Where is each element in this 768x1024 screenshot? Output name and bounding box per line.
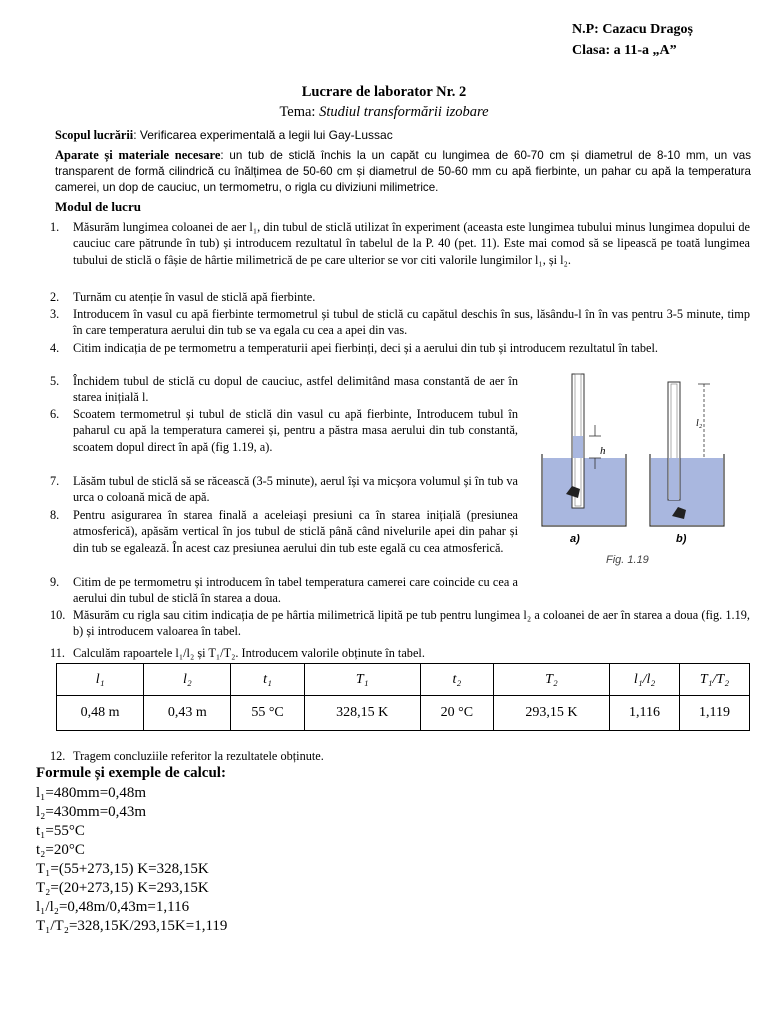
list-item	[50, 219, 750, 268]
equipment-text: : un tub de sticlă închis la un capăt cu lungimea de 60-70 cm și diametrul de 8-10 mm, un vas transparent de formă cilindrică cu înălțimea de 50-60 cm și diametrul de 50-60 mm cu apă fierbinte, un pahar cu apă la temperatura camerei, un dop de cauciuc, un termometru, o rigla cu diviziuni milimetrice.	[55, 149, 751, 194]
step-number: 5.	[50, 374, 60, 388]
beaker-a	[542, 374, 626, 526]
list-item	[50, 306, 750, 339]
step-text: Scoatem termometrul și tubul de sticlă din vasul cu apă fierbinte, Introducem tubul în paharul cu apă la temperatura camerei și, pentru a păstra masa aerului din tub constantă, scoatem dopul direct în apă (fig 1.19, a).	[73, 407, 518, 454]
list-item	[50, 406, 518, 455]
step-text: Măsurăm cu rigla sau citim indicația de pe hârtia milimetrică lipită pe tub pentru lungimea l₂ a coloanei de aer în starea a doua (fig. 1.19, b) și introducem valoarea în tabel.	[73, 608, 750, 639]
table-cell: 328,15 K	[304, 696, 420, 731]
list-item	[50, 340, 750, 356]
theme-line	[0, 104, 768, 121]
label-l2: l₂	[696, 418, 703, 429]
step-number: 8.	[50, 508, 60, 522]
theme-label: Tema:	[279, 104, 320, 120]
scope-line	[55, 127, 755, 143]
step-text: Lăsăm tubul de sticlă să se răcească (3-5 minute), aerul își va micșora volumul și în tub va urca o coloană mică de apă.	[73, 474, 518, 505]
figure-caption: Fig. 1.19	[606, 554, 649, 566]
step-number: 6.	[50, 407, 60, 421]
method-heading: Modul de lucru	[55, 199, 141, 214]
header-cell: l₂	[144, 664, 231, 696]
list-item	[50, 645, 750, 661]
step-text: Închidem tubul de sticlă cu dopul de cauciuc, astfel delimitând masa constantă de aer în starea inițială l.	[73, 374, 518, 405]
formula-line: l₁/l₂=0,48m/0,43m=1,116	[36, 899, 190, 915]
step-text: Măsurăm lungimea coloanei de aer l₁, din tubul de sticlă utilizat în experiment (aceasta este lungimea tubului minus lungimea dopului de cauciuc care pătrunde în tub) și introducem rezultatul în tabelul de la P. 40 (pet. 11). Este mai comod să se lipească pe toată lungimea tubului de sticlă o fâșie de hârtie milimetrică de pe care ulterior se vor citi valorile lungimilor l₁, și l₂.	[73, 220, 750, 267]
step-text: Citim indicația de pe termometru a temperaturii apei fierbinți, deci și a aerului din tub și introducem rezultatul în tabel.	[73, 341, 658, 355]
header-cell: T₁/T₂	[680, 664, 750, 696]
table-cell: 0,43 m	[144, 696, 231, 731]
table-cell: 0,48 m	[57, 696, 144, 731]
list-item	[50, 473, 518, 506]
header-cell: T₁	[304, 664, 420, 696]
table-cell: 1,116	[610, 696, 680, 731]
list-item	[50, 507, 518, 556]
list-item	[50, 373, 518, 406]
label-a: a)	[570, 533, 580, 545]
formula-line: l₁=480mm=0,48m	[36, 785, 147, 801]
formula-line: t₁=55°C	[36, 823, 85, 839]
table-header-row	[57, 664, 750, 696]
table-row	[57, 696, 750, 731]
results-table	[56, 663, 750, 731]
formula-line: T₁/T₂=328,15K/293,15K=1,119	[36, 918, 228, 934]
page-title: Lucrare de laborator Nr. 2	[301, 84, 467, 100]
scope-label: Scopul lucrării	[55, 128, 134, 142]
student-class: Clasa: a 11-a „A”	[572, 43, 677, 58]
formula-line: l₂=430mm=0,43m	[36, 804, 147, 820]
beaker-b	[650, 382, 724, 526]
label-h: h	[600, 445, 606, 457]
experiment-figure	[528, 370, 728, 570]
step-number: 7.	[50, 474, 60, 488]
formulas-heading: Formule și exemple de calcul:	[36, 765, 226, 781]
step-text: Turnăm cu atenție în vasul de sticlă apă fierbinte.	[73, 290, 316, 304]
header-cell: t₁	[231, 664, 304, 696]
equipment-label: Aparate și materiale necesare	[55, 148, 221, 162]
label-b: b)	[676, 533, 687, 545]
student-name: N.P: Cazacu Dragoș	[572, 22, 693, 37]
table-cell: 55 °C	[231, 696, 304, 731]
formula-line: T₁=(55+273,15) K=328,15K	[36, 861, 209, 877]
step-number: 9.	[50, 575, 60, 589]
table-cell: 20 °C	[420, 696, 493, 731]
header-cell: T₂	[493, 664, 609, 696]
header-cell: t₂	[420, 664, 493, 696]
step-text: Tragem concluziile referitor la rezultatele obținute.	[73, 749, 324, 763]
list-item	[50, 748, 750, 764]
step-number: 11.	[50, 646, 65, 660]
equipment-paragraph	[55, 147, 751, 196]
scope-text: : Verificarea experimentală a legii lui Gay-Lussac	[133, 128, 393, 142]
water-b	[651, 458, 723, 525]
list-item	[50, 574, 518, 607]
step-number: 3.	[50, 307, 60, 321]
formula-line: t₂=20°C	[36, 842, 85, 858]
list-item	[50, 289, 750, 305]
theme-text: Studiul transformării izobare	[319, 104, 489, 120]
step-text: Citim de pe termometru și introducem în tabel temperatura camerei care coincide cu cea a aerului din tubul de sticlă în starea a doua.	[73, 575, 518, 606]
step-number: 12.	[50, 749, 66, 763]
step-number: 2.	[50, 290, 60, 304]
list-item	[50, 607, 750, 640]
step-text: Calculăm rapoartele l₁/l₂ și T₁/T₂. Introducem valorile obținute în tabel.	[73, 646, 425, 660]
step-number: 10.	[50, 608, 66, 622]
step-text: Introducem în vasul cu apă fierbinte termometrul și tubul de sticlă cu capătul deschis în sus, lăsându-l în în vas pentru 3-5 minute, timp în care temperatura aerului din tub se va egala cu cea a apei din vas.	[73, 307, 750, 338]
header-cell: l₁	[57, 664, 144, 696]
table-cell: 293,15 K	[493, 696, 609, 731]
formula-line: T₂=(20+273,15) K=293,15K	[36, 880, 209, 896]
header-cell: l₁/l₂	[610, 664, 680, 696]
step-number: 1.	[50, 220, 60, 234]
table-cell: 1,119	[680, 696, 750, 731]
step-number: 4.	[50, 341, 60, 355]
step-text: Pentru asigurarea în starea finală a aceleiași presiuni ca în starea inițială (presiunea atmosferică), apăsăm vertical în jos tubul de sticlă până când nivelurile apei din pahar și din tub se egalează. În acest caz presiunea aerului din tub este egală cu cea atmosferică.	[73, 508, 518, 555]
